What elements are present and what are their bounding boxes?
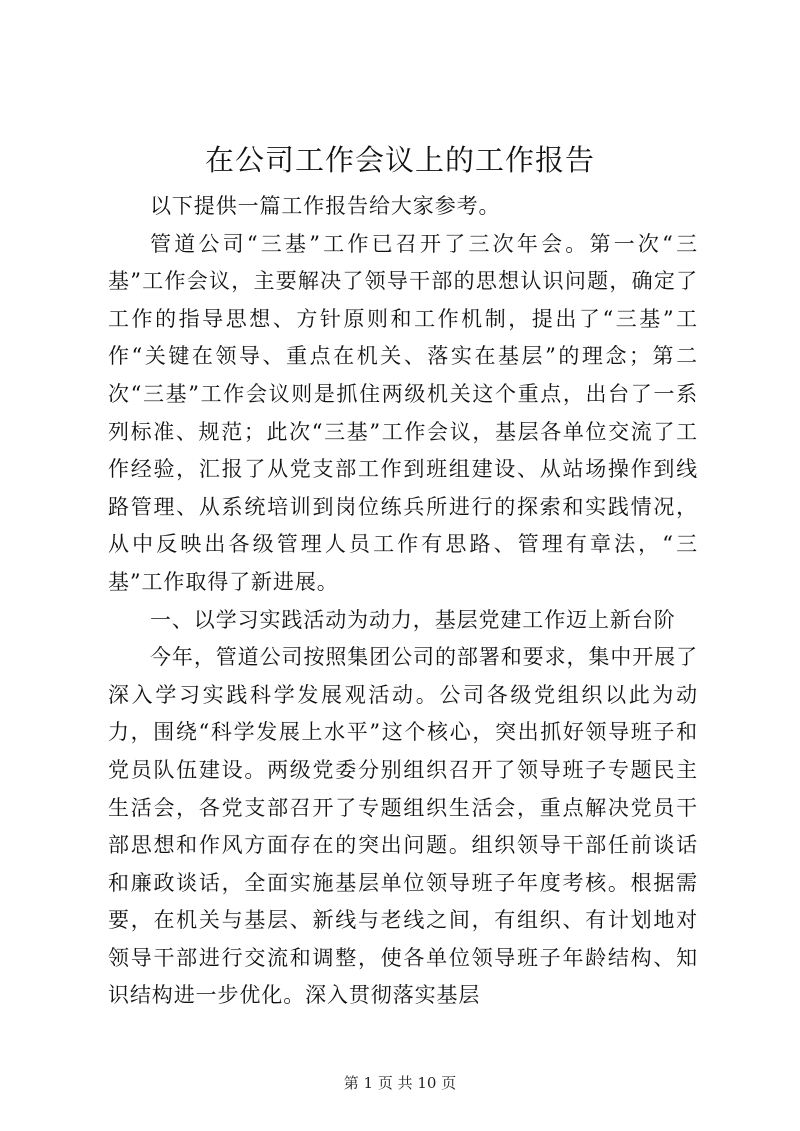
page-title: 在公司工作会议上的工作报告 xyxy=(204,143,595,177)
document-body xyxy=(108,188,698,1015)
section-heading: 一、以学习实践活动为动力，基层党建工作迈上新台阶 xyxy=(150,607,676,632)
body-paragraph: 今年，管道公司按照集团公司的部署和要求，集中开展了深入学习实践科学发展观活动。公司各级党组织以此为动力，围绕“科学发展上水平”这个核心，突出抓好领导班子和党员队伍建设。两级党委分别组织召开了领导班子专题民主生活会，各党支部召开了专题组织生活会，重点解决党员干部思想和作风方面存在的突出问题。组织领导干部任前谈话和廉政谈话，全面实施基层单位领导班子年度考核。根据需要，在机关与基层、新线与老线之间，有组织、有计划地对领导干部进行交流和调整，使各单位领导班子年龄结构、知识结构进一步优化。深入贯彻落实基层 xyxy=(108,645,698,1008)
page-footer: 第 1 页 共 10 页 xyxy=(343,1074,457,1092)
intro-paragraph: 以下提供一篇工作报告给大家参考。 xyxy=(150,194,501,218)
body-paragraph: 管道公司“三基”工作已召开了三次年会。第一次“三基”工作会议，主要解决了领导干部的思想认识问题，确定了工作的指导思想、方针原则和工作机制，提出了“三基”工作“关键在领导、重点在机关、落实在基层”的理念；第二次“三基”工作会议则是抓住两级机关这个重点，出台了一系列标准、规范；此次“三基”工作会议，基层各单位交流了工作经验，汇报了从党支部工作到班组建设、从站场操作到线路管理、从系统培训到岗位练兵所进行的探索和实践情况，从中反映出各级管理人员工作有思路、管理有章法，“三基”工作取得了新进展。 xyxy=(108,231,698,594)
